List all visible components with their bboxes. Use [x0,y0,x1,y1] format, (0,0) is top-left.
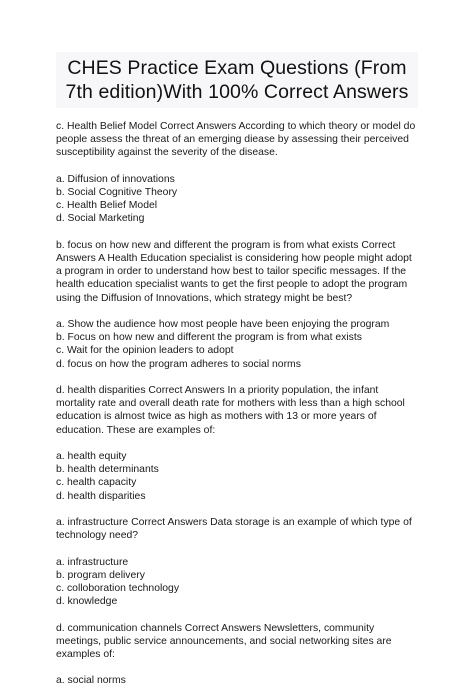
question-2-options [56,318,418,371]
answer-option: b. Social Cognitive Theory [56,187,178,198]
question-5-stem [56,622,418,662]
answer-option: b. Focus on how new and different the program is from what exists [56,332,362,344]
question-3-options [56,450,418,503]
answer-option: b. program delivery [56,569,145,581]
answer-option: c. colloboration technology [56,583,180,594]
answer-option: a. Show the audience how most people have been enjoying the program [56,319,390,330]
question-1-options [56,173,418,226]
question-3-stem [56,384,418,437]
question-stem: b. focus on how new and different the program is from what exists Correct Answers A Health Education specialist is considering how people might adopt a program in order to understand how best to tailor specific messages. If the health education specialist wants to get the first people to adopt the program using the Diffusion of Innovations, which strategy might be best? [56,239,412,304]
answer-option: a. Diffusion of innovations [56,173,175,185]
answer-option: a. health equity [56,451,127,462]
answer-option: c. Health Belief Model [56,200,158,212]
answer-option: c. Wait for the opinion leaders to adopt [56,345,234,357]
answer-option: d. health disparities [56,490,146,502]
question-1-stem [56,120,418,160]
question-2-stem [56,239,418,305]
question-stem: a. infrastructure Correct Answers Data storage is an example of which type of technology need? [56,517,412,542]
question-stem: d. health disparities Correct Answers In a priority population, the infant mortality rate and overall death rate for mothers with less than a high school education is almost twice as high as mothers with 13 or more years of education. These are examples of: [56,385,405,436]
answer-option: c. health capacity [56,477,137,489]
document-title: CHES Practice Exam Questions (From 7th edition)With 100% Correct Answers [56,52,418,108]
answer-option: a. infrastructure [56,556,129,568]
answer-option: a. social norms [56,675,126,687]
question-stem: d. communication channels Correct Answers Newsletters, community meetings, public service announcements, and social networking sites are examples of: [56,622,392,660]
question-4-stem [56,516,418,542]
question-stem: c. Health Belief Model Correct Answers According to which theory or model do people assess the threat of an emerging diease by assessing their perceived susceptibility against the severity of the disease. [56,121,416,159]
question-5-options [56,674,418,687]
answer-option: d. knowledge [56,596,118,608]
question-4-options [56,556,418,609]
answer-option: b. health determinants [56,464,159,476]
question-list [56,120,418,688]
answer-option: d. focus on how the program adheres to social norms [56,358,301,370]
answer-option: d. Social Marketing [56,213,145,225]
